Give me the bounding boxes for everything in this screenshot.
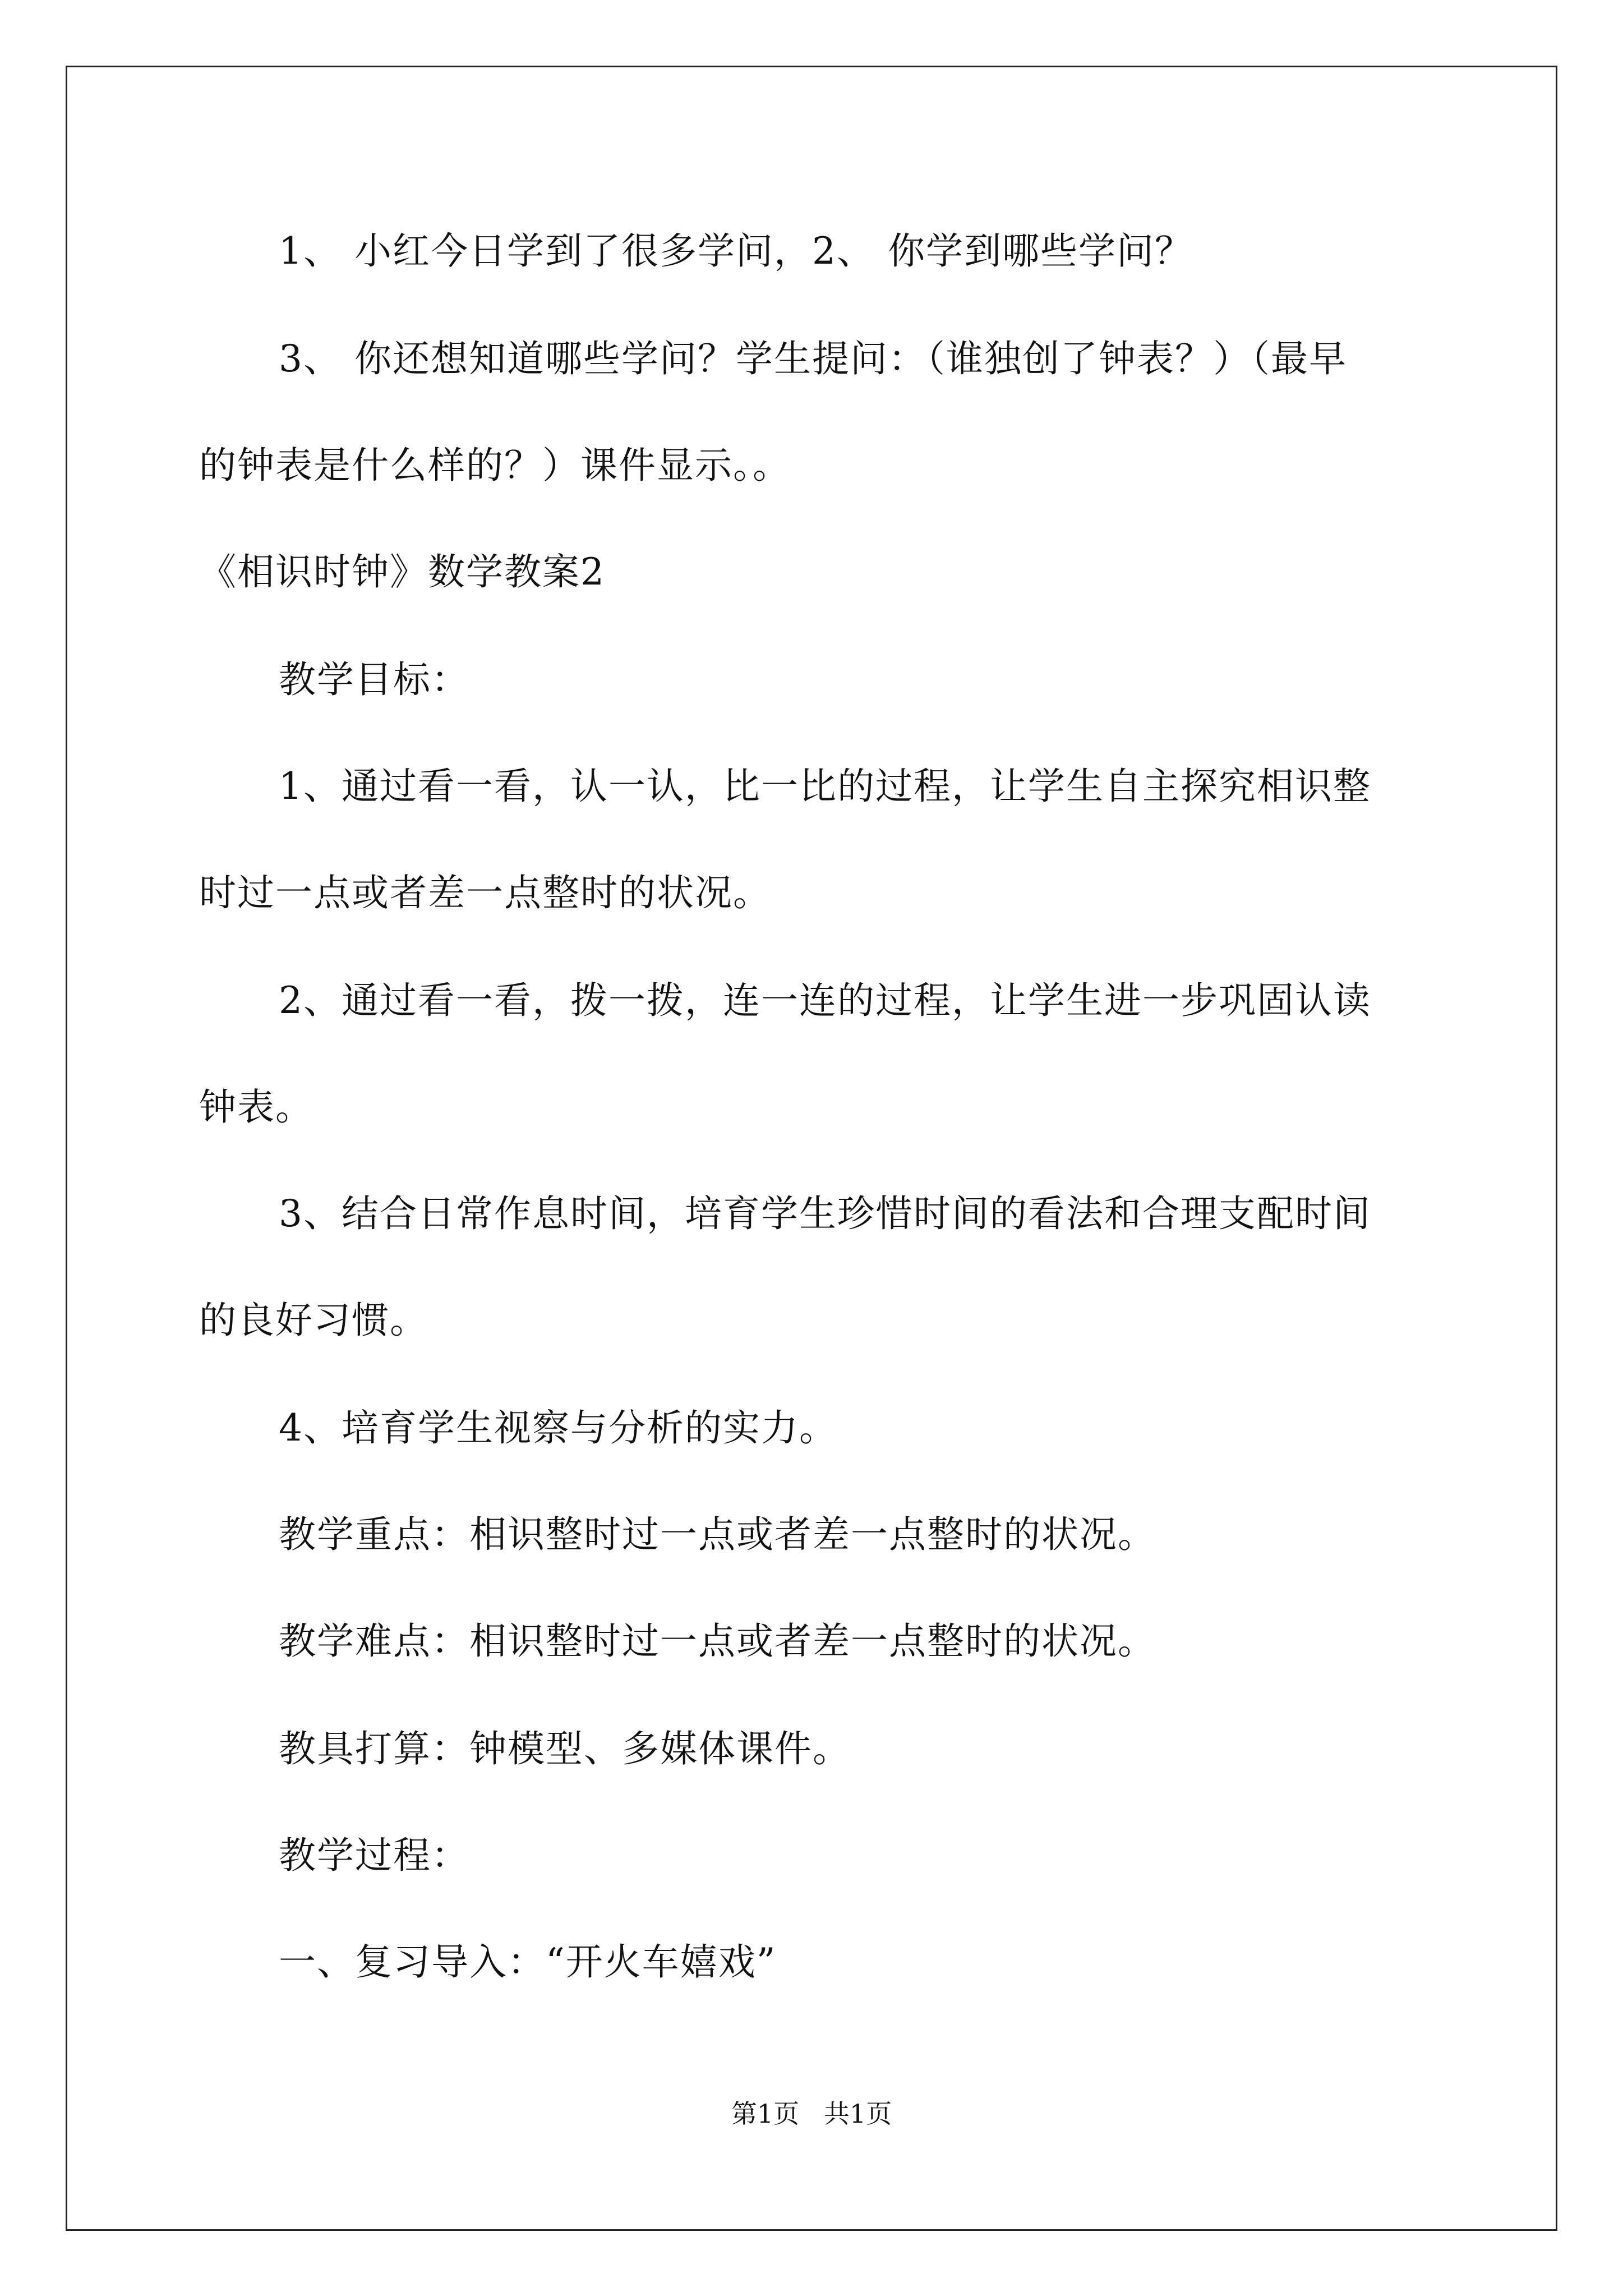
paragraph-line-16: 教学过程： [279, 1834, 469, 1877]
paragraph-line-15: 教具打算：钟模型、多媒体课件。 [279, 1727, 851, 1770]
paragraph-line-6: 1、通过看一看，认一认，比一比的过程，让学生自主探究相识整 [279, 765, 1371, 808]
paragraph-line-13: 教学重点：相识整时过一点或者差一点整时的状况。 [279, 1513, 1156, 1556]
paragraph-line-1: 1、 小红今日学到了很多学问，2、 你学到哪些学问？ [279, 229, 1193, 273]
paragraph-line-3: 的钟表是什么样的？）课件显示。。 [199, 444, 791, 487]
page-footer: 第1页 共1页 [731, 2099, 892, 2129]
paragraph-line-10: 3、结合日常作息时间，培育学生珍惜时间的看法和合理支配时间 [279, 1192, 1371, 1235]
page-border [66, 66, 1557, 2231]
paragraph-line-9: 钟表。 [199, 1085, 313, 1129]
paragraph-line-14: 教学难点：相识整时过一点或者差一点整时的状况。 [279, 1619, 1156, 1663]
paragraph-line-7: 时过一点或者差一点整时的状况。 [199, 871, 771, 914]
paragraph-line-17: 一、复习导入：“开火车嬉戏” [279, 1940, 777, 1984]
section-title: 《相识时钟》数学教案2 [199, 550, 605, 593]
paragraph-line-8: 2、通过看一看，拨一拨，连一连的过程，让学生进一步巩固认读 [279, 979, 1371, 1022]
paragraph-line-2: 3、 你还想知道哪些学问？学生提问：（谁独创了钟表？）（最早 [279, 337, 1347, 380]
paragraph-line-11: 的良好习惯。 [199, 1299, 428, 1342]
paragraph-line-5: 教学目标： [279, 658, 469, 701]
paragraph-line-12: 4、培育学生视察与分析的实力。 [279, 1406, 837, 1450]
